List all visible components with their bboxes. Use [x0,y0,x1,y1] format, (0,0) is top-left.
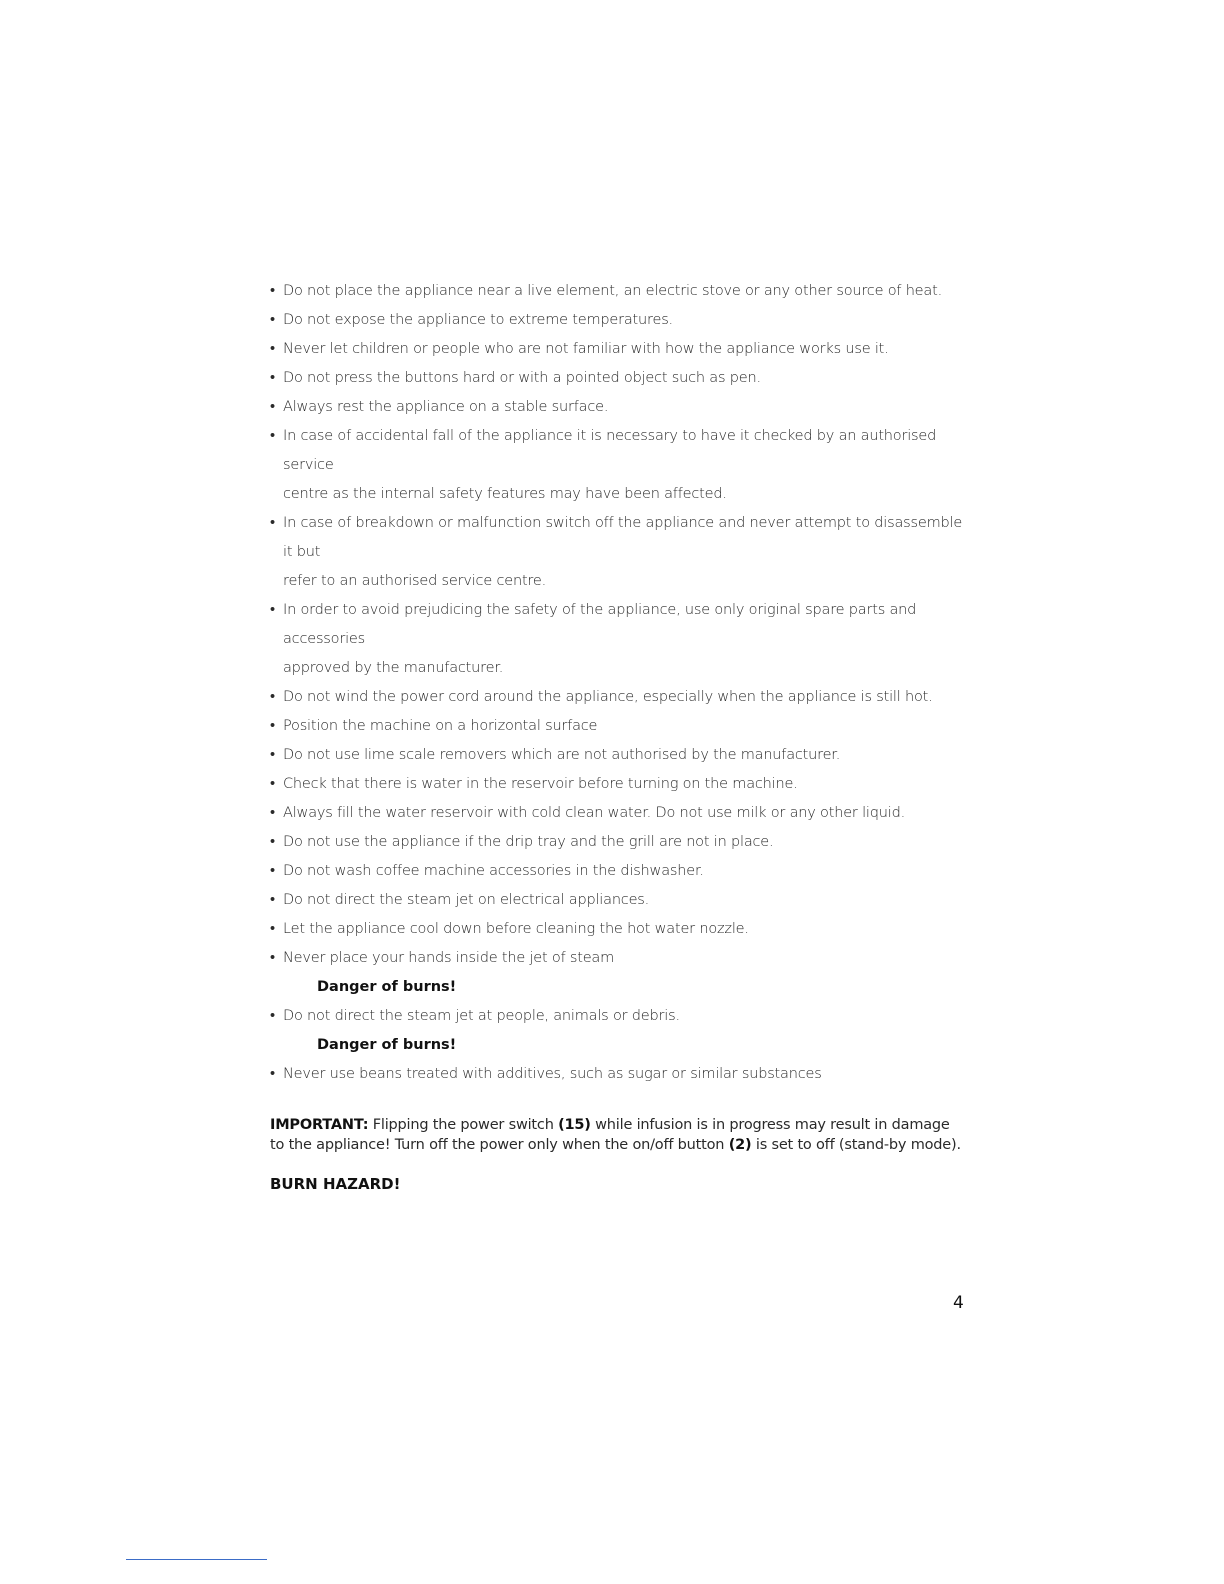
bullet-dot-icon: • [270,747,275,763]
bullet-line-text: Never place your hands inside the jet of steam [283,950,615,966]
bullet-line-text: In case of breakdown or malfunction switch off the appliance and never attempt to disassemble it but [283,515,963,560]
bullet-text [270,596,970,654]
bullet-dot-icon: • [270,283,275,299]
bullet-dot-icon: • [270,370,275,386]
bullet-text [270,1002,970,1031]
bullet-line-text: Do not place the appliance near a live element, an electric stove or any other source of heat. [283,283,942,299]
list-item [270,364,970,393]
list-item [270,741,970,770]
important-text-2: while infusion is in progress may result in damage [590,1117,950,1133]
bullet-dot-icon: • [270,718,275,734]
list-item [270,509,970,596]
bullet-continuation-text: centre as the internal safety features may have been affected. [283,486,727,502]
bullet-line-text: Do not direct the steam jet on electrical appliances. [283,892,650,908]
bullet-dot-icon: • [270,805,275,821]
on-off-button-reference: (2) [728,1137,752,1153]
bullet-dot-icon: • [270,341,275,357]
list-item [270,944,970,1002]
bullet-text [270,509,970,567]
bullet-continuation-text: refer to an authorised service centre. [283,573,547,589]
bullet-text [270,335,970,364]
bullet-line-text: Never use beans treated with additives, such as sugar or similar substances [283,1066,822,1082]
bullet-dot-icon: • [270,515,275,531]
bullet-text [270,712,970,741]
bullet-text [270,741,970,770]
bullet-dot-icon: • [270,921,275,937]
bullet-text [270,306,970,335]
bullet-line-text: Do not use lime scale removers which are not authorised by the manufacturer. [283,747,841,763]
bullet-dot-icon: • [270,776,275,792]
safety-instructions-list [270,277,970,1089]
list-item [270,828,970,857]
bullet-text [270,828,970,857]
burn-hazard-heading: BURN HAZARD! [270,1175,401,1193]
bullet-text [270,422,970,480]
bullet-line-text: Do not wind the power cord around the appliance, especially when the appliance is still hot. [283,689,933,705]
list-item [270,915,970,944]
bullet-text [270,393,970,422]
bullet-line-text: Do not expose the appliance to extreme temperatures. [283,312,673,328]
page-number: 4 [953,1293,964,1313]
bullet-dot-icon: • [270,689,275,705]
important-text-4: is set to off (stand-by mode). [751,1137,961,1153]
bullet-text [270,857,970,886]
bullet-line-text: Always rest the appliance on a stable surface. [283,399,609,415]
bullet-dot-icon: • [270,602,275,618]
list-item [270,306,970,335]
bullet-text [270,683,970,712]
bullet-line-text: Do not use the appliance if the drip tray and the grill are not in place. [283,834,774,850]
list-item [270,886,970,915]
list-item [270,770,970,799]
important-notice [270,1115,970,1155]
list-item [270,422,970,509]
bullet-line-text: Check that there is water in the reservoir before turning on the machine. [283,776,798,792]
list-item [270,712,970,741]
list-item [270,799,970,828]
list-item [270,596,970,683]
bullet-text [270,1060,970,1089]
power-switch-reference: (15) [558,1117,591,1133]
danger-warning: Danger of burns! [317,1037,457,1053]
bullet-dot-icon: • [270,312,275,328]
important-text-3: to the appliance! Turn off the power only when the on/off button [270,1137,729,1153]
bullet-text [270,770,970,799]
bullet-dot-icon: • [270,950,275,966]
bullet-text [270,364,970,393]
bullet-dot-icon: • [270,1008,275,1024]
bullet-dot-icon: • [270,863,275,879]
bullet-text [270,944,970,973]
bullet-line-text: Do not wash coffee machine accessories in the dishwasher. [283,863,704,879]
list-item [270,393,970,422]
bullet-text [270,799,970,828]
bullet-continuation-text: approved by the manufacturer. [283,660,504,676]
bullet-line-text: Let the appliance cool down before cleaning the hot water nozzle. [283,921,749,937]
bullet-line-text: In order to avoid prejudicing the safety of the appliance, use only original spare parts and accessories [283,602,917,647]
bullet-text [270,277,970,306]
bullet-text [270,915,970,944]
list-item [270,277,970,306]
list-item [270,1060,970,1089]
bullet-text [270,886,970,915]
list-item [270,683,970,712]
bullet-line-text: Never let children or people who are not familiar with how the appliance works use it. [283,341,889,357]
bullet-line-text: Do not press the buttons hard or with a pointed object such as pen. [283,370,761,386]
bullet-dot-icon: • [270,1066,275,1082]
important-label: IMPORTANT: [270,1117,369,1133]
bullet-line-text: In case of accidental fall of the appliance it is necessary to have it checked by an authorised service [283,428,937,473]
bullet-dot-icon: • [270,399,275,415]
bullet-line-text: Always fill the water reservoir with cold clean water. Do not use milk or any other liquid. [283,805,905,821]
list-item [270,857,970,886]
list-item [270,335,970,364]
danger-warning: Danger of burns! [317,979,457,995]
bullet-dot-icon: • [270,892,275,908]
bullet-dot-icon: • [270,428,275,444]
bullet-line-text: Do not direct the steam jet at people, animals or debris. [283,1008,680,1024]
list-item [270,1002,970,1060]
important-text-1: Flipping the power switch [368,1117,559,1133]
bullet-line-text: Position the machine on a horizontal surface [283,718,598,734]
footnote-divider [126,1559,267,1560]
bullet-dot-icon: • [270,834,275,850]
